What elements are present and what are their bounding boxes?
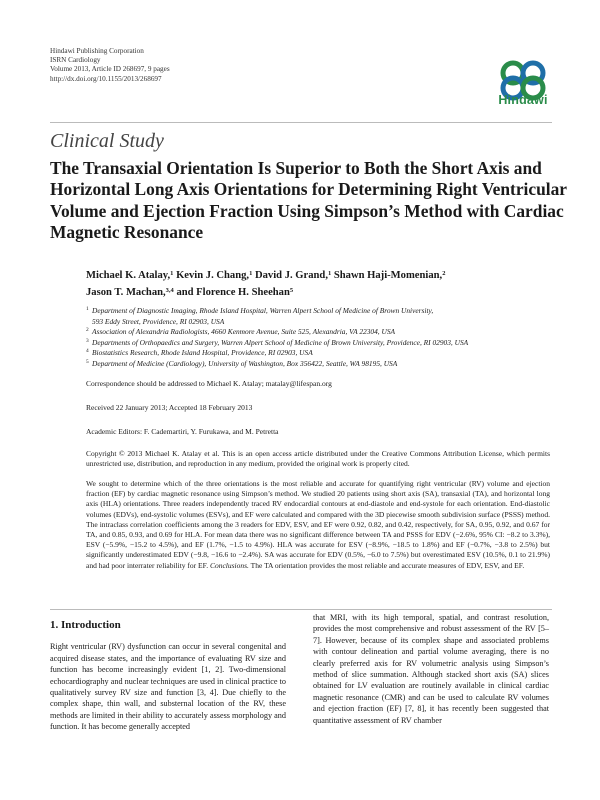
paper-title: The Transaxial Orientation Is Superior to Both the Short Axis and Horizontal Long Axis Orientations for Determining Right Ventricular Volume and Ejection Fraction Using Simpson’s Method with Cardiac Magnetic Resonance: [50, 158, 567, 243]
abstract-conclusions-text: The TA orientation provides the most reliable and accurate measures of EDV, ESV, and EF.: [250, 560, 525, 570]
author-affiliation-marker: 1: [327, 270, 332, 277]
abstract-body: We sought to determine which of the three orientations is the most reliable and accurate for quantifying right ventricular (RV) volume and ejection fraction (EF) by cardiac magnetic resonance using Simpson’s method. We studied 20 patients using short axis (SA), transaxial (TA), and horizontal long axis (HLA) orientations. Three readers independently traced RV endocardial contours at end-diastole and end-systole for each orientation. End-diastolic volumes (EDVs), end-systolic volumes (ESVs), and EF were calculated and compared with the 3D piecewise smooth subdivision surface (PSSS) method. The intraclass correlation coefficients among the 3 readers for EDV, ESV, and EF were 0.92, 0.82, and 0.42, respectively, for SA, 0.95, 0.92, and 0.67 for TA, and 0.85, 0.93, and 0.69 for HLA. For mean data there was no significant difference between TA and PSSS for EDV (−2.6%, 95% CI: −8.2 to 3.3%), ESV (−5.9%, −15.2 to 4.5%), and EF (1.7%, −1.5 to 4.9%). HLA was accurate for ESV (−8.9%, −18.5 to 1.8%) and EF (−0.7%, −3.8 to 2.5%) but significantly underestimated EDV (−9.8, −16.6 to −2.4%). SA was accurate for EDV (0.5%, −6.0 to 7.5%) but overestimated ESV (10.5%, 0.1 to 21.9%) and had poor interrater reliability for EF.: [86, 479, 550, 570]
received-accepted-dates: Received 22 January 2013; Accepted 18 February 2013: [86, 403, 253, 412]
affiliation-number: 2: [86, 327, 89, 334]
affiliation-item: [86, 348, 566, 359]
study-type-label: Clinical Study: [50, 130, 164, 152]
affiliation-text: Department of Medicine (Cardiology), University of Washington, Box 356422, Seattle, WA 98195, USA: [92, 358, 398, 368]
affiliation-text: Department of Diagnostic Imaging, Rhode Island Hospital, Warren Alpert School of Medicine of Brown University,: [92, 306, 434, 315]
affiliation-item: [86, 327, 566, 338]
abstract: [86, 479, 550, 571]
affiliation-item: [86, 338, 566, 349]
affiliation-number: 4: [86, 348, 89, 355]
right-column: [313, 612, 549, 726]
left-column: [50, 620, 286, 733]
affiliation-text: Biostatistics Research, Rhode Island Hospital, Providence, RI 02903, USA: [92, 348, 313, 358]
affiliations-list: [86, 306, 566, 370]
correspondence-line: Correspondence should be addressed to Michael K. Atalay; matalay@lifespan.org: [86, 379, 332, 388]
intro-paragraph-right: that MRI, with its high temporal, spatial, and contrast resolution, provides the most comprehensive and robust assessment of the RV [5–7]. However, because of its complex shape and associated problems with contour delineation and partial volume averaging, there is no clearly preferred axis for RV volumetric analysis using Simpson’s method of slice summation. Although stacked short axis (SA) slices obtained for LV evaluation are routinely available in clinical cardiac magnetic resonance (CMR) and can be used to calculate RV volumes and ejection fraction (EF) [7, 8], it has recently been suggested that quantitative assessment of RV chamber: [313, 613, 549, 725]
journal-header: [50, 47, 350, 84]
author-affiliation-marker: 3,4: [165, 286, 174, 294]
header-divider: [50, 122, 552, 123]
publisher-name: Hindawi Publishing Corporation: [50, 47, 144, 55]
affiliation-text: Departments of Orthopaedics and Surgery, Warren Alpert School of Medicine of Brown University, Providence, RI 02903, USA: [92, 337, 469, 347]
affiliation-number: 5: [86, 358, 89, 365]
doi-link[interactable]: http://dx.doi.org/10.1155/2013/268697: [50, 74, 162, 83]
author-line-2: [86, 285, 546, 302]
author-line-1: [86, 268, 546, 285]
affiliation-number: 3: [86, 337, 89, 344]
copyright-notice: Copyright © 2013 Michael K. Atalay et al. This is an open access article distributed under the Creative Commons Attribution License, which permits unrestricted use, distribution, and reproduction in any medium, provided the original work is properly cited.: [86, 449, 550, 469]
author-name: Kevin J. Chang,: [176, 270, 250, 281]
affiliation-item: [86, 306, 566, 317]
author-name: Shawn Haji-Momenian,: [333, 270, 443, 281]
volume-info: Volume 2013, Article ID 268697, 9 pages: [50, 65, 170, 74]
abstract-divider: [50, 609, 552, 610]
author-list: [86, 268, 546, 301]
journal-name: ISRN Cardiology: [50, 56, 101, 65]
author-affiliation-marker: 2: [442, 270, 446, 277]
affiliation-text: Association of Alexandria Radiologists, 4660 Kenmore Avenue, Suite 525, Alexandria, VA 22304, USA: [92, 327, 396, 337]
author-name: and Florence H. Sheehan: [176, 286, 290, 298]
affiliation-number: 1: [86, 306, 89, 312]
author-affiliation-marker: 5: [289, 286, 294, 294]
author-name: David J. Grand,: [254, 270, 328, 281]
author-name: Jason T. Machan,: [86, 286, 166, 298]
author-affiliation-marker: 1: [249, 270, 253, 277]
hindawi-logo-text: Hindawi: [498, 93, 548, 107]
abstract-conclusions-label: Conclusions.: [209, 560, 249, 570]
intro-paragraph-left: Right ventricular (RV) dysfunction can occur in several congenital and acquired disease states, and the importance of evaluating RV size and function has become increasingly evident [1, 2]. Two-dimensional echocardiography and nuclear techniques are used in clinical practice to qualitatively survey RV size and function [3, 4]. Due chiefly to the complex shape, thin wall, and substernal location of the RV, these methods are limited in their ability to accurately assess morphology and function. It has become generally accepted: [50, 642, 286, 732]
section-heading-introduction: 1. Introduction: [50, 619, 121, 631]
affiliation-continuation: 593 Eddy Street, Providence, RI 02903, USA: [92, 316, 225, 326]
author-name: Michael K. Atalay,: [86, 270, 171, 281]
academic-editors: Academic Editors: F. Cademartiri, Y. Furukawa, and M. Petretta: [86, 427, 279, 436]
affiliation-item: [86, 359, 566, 370]
author-affiliation-marker: 1: [170, 270, 174, 277]
